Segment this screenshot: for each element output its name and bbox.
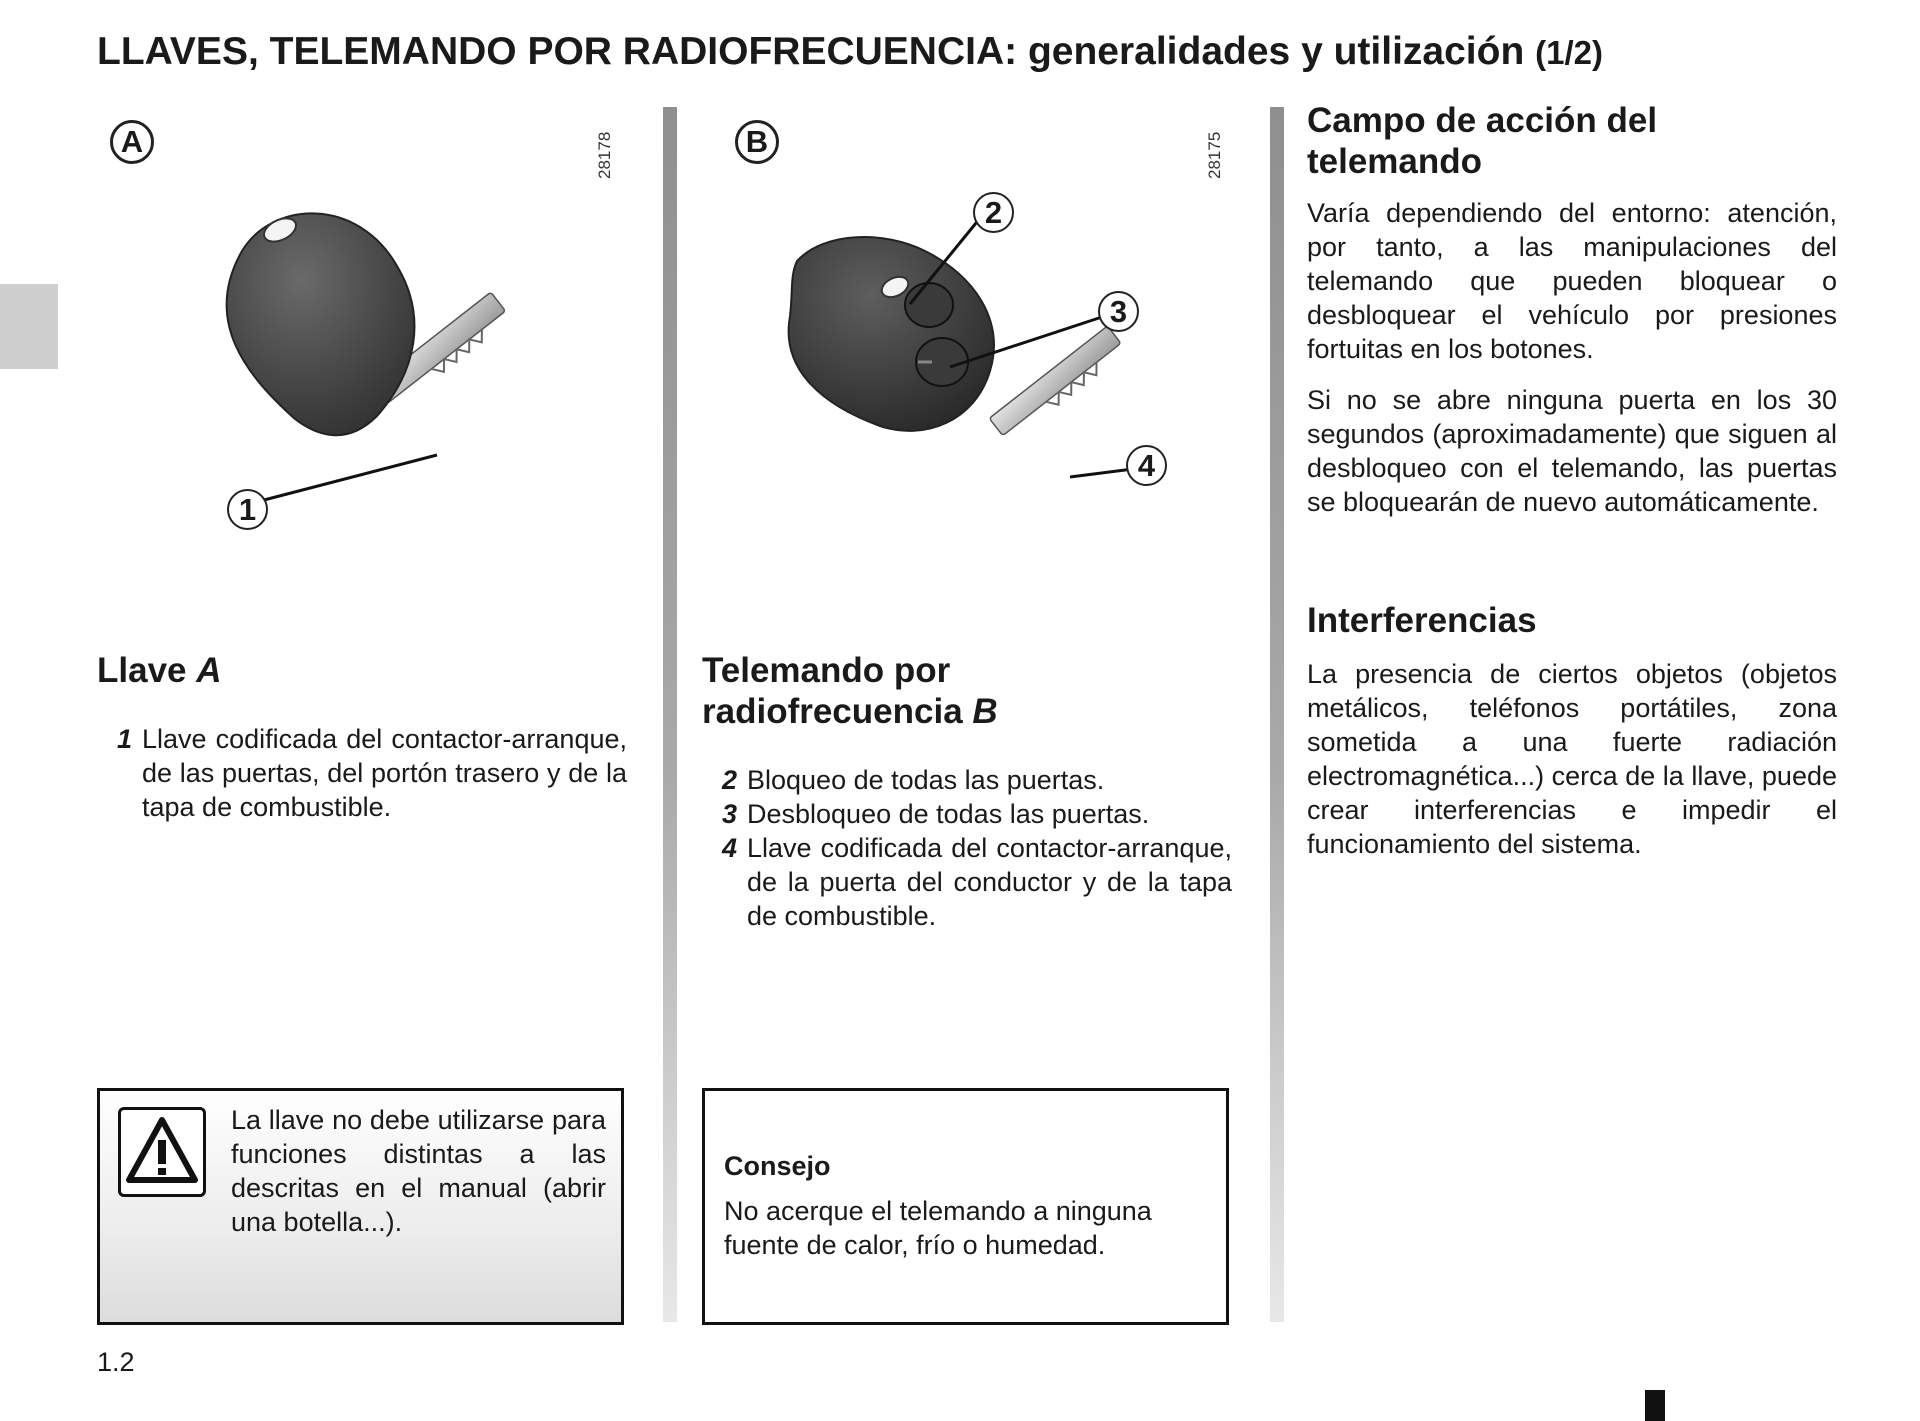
figure-b bbox=[705, 107, 1245, 607]
section-heading-telemando-b bbox=[702, 650, 998, 732]
figure-code-b: 28175 bbox=[1205, 131, 1224, 179]
figure-code-a: 28178 bbox=[595, 131, 614, 179]
section-heading-campo bbox=[1307, 100, 1657, 182]
remote-key-illustration bbox=[705, 107, 1245, 607]
heading-line-1: Telemando por bbox=[702, 651, 951, 690]
heading-line-2: radiofrecuencia bbox=[702, 692, 963, 731]
tip-title: Consejo bbox=[724, 1151, 831, 1181]
column-divider-2 bbox=[1270, 107, 1284, 1322]
figure-a bbox=[97, 107, 637, 607]
callout-3: 3 bbox=[1098, 291, 1139, 332]
page-title bbox=[97, 30, 1603, 74]
item-text: Bloqueo de todas las puertas. bbox=[747, 765, 1105, 795]
item-text: Llave codificada del contactor-arranque, de las puertas, del portón trasero y de la tapa de combustible. bbox=[142, 724, 627, 822]
figure-letter-a: A bbox=[110, 120, 154, 164]
item-text: Llave codificada del contactor-arranque, de la puerta del conductor y de la tapa de combustible. bbox=[747, 833, 1232, 931]
list-telemando-b bbox=[702, 763, 1232, 933]
figure-letter-b: B bbox=[735, 120, 779, 164]
section-heading-interferencias: Interferencias bbox=[1307, 601, 1537, 640]
heading-letter: A bbox=[196, 651, 222, 690]
campo-paragraph-2: Si no se abre ninguna puerta en los 30 segundos (aproximadamente) que siguen al desbloqueo con el telemando, las puertas se bloquearán de nuevo automáticamente. bbox=[1307, 385, 1837, 517]
item-text: Desbloqueo de todas las puertas. bbox=[747, 799, 1150, 829]
corner-mark bbox=[1645, 1390, 1665, 1421]
callout-4: 4 bbox=[1126, 445, 1167, 486]
campo-paragraph-1: Varía dependiendo del entorno: atención, por tanto, a las manipulaciones del telemando que pueden bloquear o desbloquear el vehículo por presiones fortuitas en los botones. bbox=[1307, 198, 1837, 364]
page-number: 1.2 bbox=[97, 1347, 135, 1377]
list-item bbox=[702, 797, 1232, 831]
title-main: LLAVES, TELEMANDO POR RADIOFRECUENCIA: generalidades y utilización bbox=[97, 30, 1525, 73]
heading-text: Llave bbox=[97, 651, 187, 690]
item-number: 4 bbox=[722, 833, 738, 863]
key-illustration bbox=[97, 107, 637, 607]
warning-box bbox=[97, 1088, 624, 1325]
item-number: 3 bbox=[722, 799, 738, 829]
warning-icon bbox=[118, 1107, 206, 1197]
list-item bbox=[97, 722, 627, 824]
column-divider-1 bbox=[663, 107, 677, 1322]
chapter-tab bbox=[0, 284, 58, 369]
callout-line-4 bbox=[1070, 469, 1133, 477]
callout-line-1 bbox=[264, 455, 437, 500]
tip-box bbox=[702, 1088, 1229, 1325]
list-item bbox=[702, 831, 1232, 933]
item-number: 1 bbox=[117, 724, 133, 754]
interferencias-paragraph: La presencia de ciertos objetos (objetos metálicos, teléfonos portátiles, zona sometida a una fuerte radiación electromagnética...) cerca de la llave, puede crear interferencias e impedir el funcionamiento del sistema. bbox=[1307, 659, 1837, 859]
heading-line-2: telemando bbox=[1307, 142, 1483, 181]
heading-letter: B bbox=[972, 692, 998, 731]
heading-line-1: Campo de acción del bbox=[1307, 101, 1658, 140]
callout-2: 2 bbox=[973, 192, 1014, 233]
item-number: 2 bbox=[722, 765, 738, 795]
list-llave-a bbox=[97, 722, 627, 824]
warning-text: La llave no debe utilizarse para funciones distintas a las descritas en el manual (abrir una botella...). bbox=[231, 1105, 606, 1237]
tip-text: No acerque el telemando a ninguna fuente de calor, frío o humedad. bbox=[724, 1196, 1152, 1260]
title-part: (1/2) bbox=[1535, 34, 1603, 71]
list-item bbox=[702, 763, 1232, 797]
callout-1: 1 bbox=[227, 489, 268, 530]
section-heading-llave-a bbox=[97, 650, 222, 691]
